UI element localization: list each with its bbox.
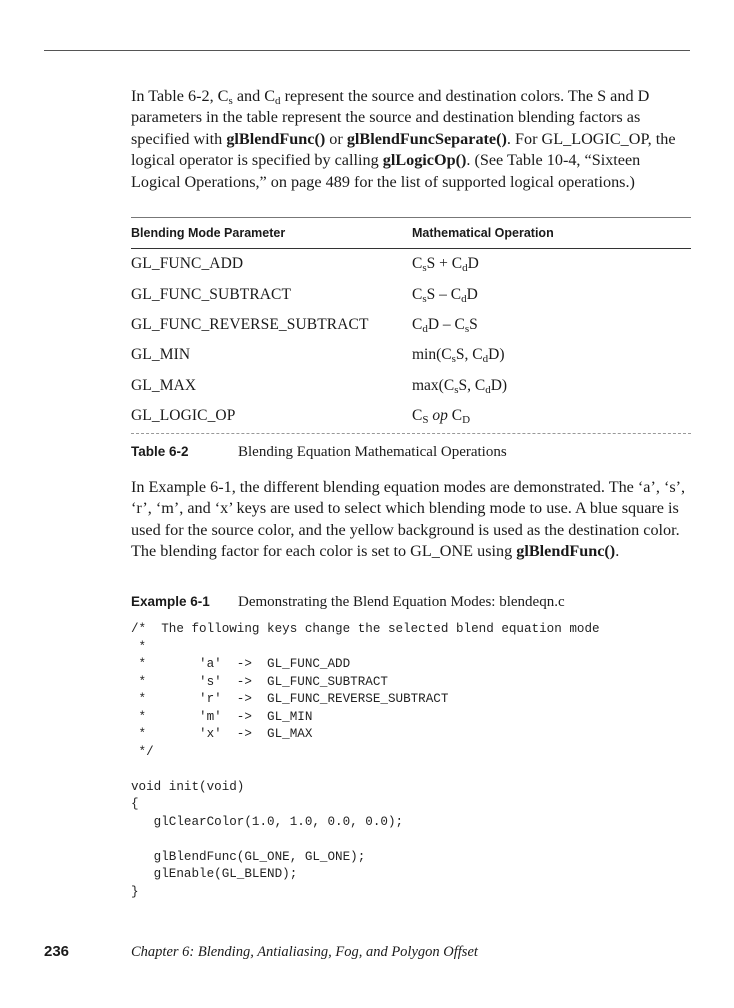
table-row (131, 371, 691, 401)
example-intro-paragraph: In Example 6-1, the different blending equation modes are demonstrated. The ‘a’, ‘s’, ‘r’, ‘m’, and ‘x’ keys are used to select which blending mode to use. A blue square is used for the source color, and the yellow background is used as the destination color. The blending factor for each color is set to GL_ONE using glBlendFunc(). (131, 478, 686, 561)
table-row (131, 340, 691, 370)
param-cell: GL_FUNC_SUBTRACT (131, 285, 292, 303)
intro-paragraph: In Table 6-2, $C_s$ and $C_d$ represent the source and destination colors. The S and D parameters in the table represent the source and destination blending factors as specified with glBlendFunc() or glBlendFuncSeparate(). For GL_LOGIC_OP, the logical operator is specified by calling glLogicOp(). (See Table 10-4, “Sixteen Logical Operations,” on page 489 for the list of supported logical operations.) (131, 87, 676, 191)
column-header-operation: Mathematical Operation (412, 226, 554, 240)
op-cell: $\min(C_sS$, $C_dD$) (412, 346, 505, 366)
param-cell: GL_FUNC_REVERSE_SUBTRACT (131, 315, 369, 333)
op-cell: $C_sS + C_dD$ (412, 255, 479, 275)
example-label: Example 6-1 (131, 594, 210, 609)
function-name: glLogicOp() (382, 151, 467, 170)
param-cell: GL_MIN (131, 346, 191, 364)
column-header-parameter: Blending Mode Parameter (131, 226, 286, 240)
table-header-row (131, 218, 691, 249)
op-cell: $C_dD - C_sS$ (412, 315, 478, 335)
example-caption (131, 594, 691, 611)
param-cell: GL_LOGIC_OP (131, 407, 236, 425)
param-cell: GL_MAX (131, 376, 197, 394)
table-row (131, 249, 691, 279)
table-row (131, 310, 691, 340)
table-caption-text: Blending Equation Mathematical Operations (238, 444, 507, 461)
table-row (131, 279, 691, 309)
param-cell: GL_FUNC_ADD (131, 255, 244, 273)
header-rule (44, 50, 690, 51)
function-name: glBlendFuncSeparate() (346, 129, 507, 148)
table-bottom-rule (131, 433, 691, 434)
op-cell: $C_sS - C_dD$ (412, 285, 478, 305)
op-cell: $C_S$ op $C_D$ (412, 407, 471, 427)
op-cell: $\max(C_sS$, $C_dD$) (412, 376, 508, 396)
table-row (131, 401, 691, 431)
page-number: 236 (44, 943, 70, 960)
code-listing: /* The following keys change the selected blend equation mode * * 'a' -> GL_FUNC_ADD * 's' -> GL_FUNC_SUBTRACT * 'r' -> GL_FUNC_REVERSE_SUBTRACT * 'm' -> GL_MIN * 'x' -> GL_MAX */ void init(void) { glClearColor(1.0, 1.0, 0.0, 0.0); glBlendFunc(GL_ONE, GL_ONE); glEnable(GL_BLEND); } (131, 622, 600, 899)
function-name: glBlendFunc() (516, 542, 616, 561)
function-name: glBlendFunc() (226, 129, 326, 148)
chapter-title: Chapter 6: Blending, Antialiasing, Fog, and Polygon Offset (131, 944, 478, 960)
page-footer (44, 943, 690, 961)
table-caption (131, 444, 691, 461)
table-caption-label: Table 6-2 (131, 444, 189, 460)
example-title: Demonstrating the Blend Equation Modes: blendeqn.c (238, 594, 565, 610)
blending-table (131, 217, 691, 461)
